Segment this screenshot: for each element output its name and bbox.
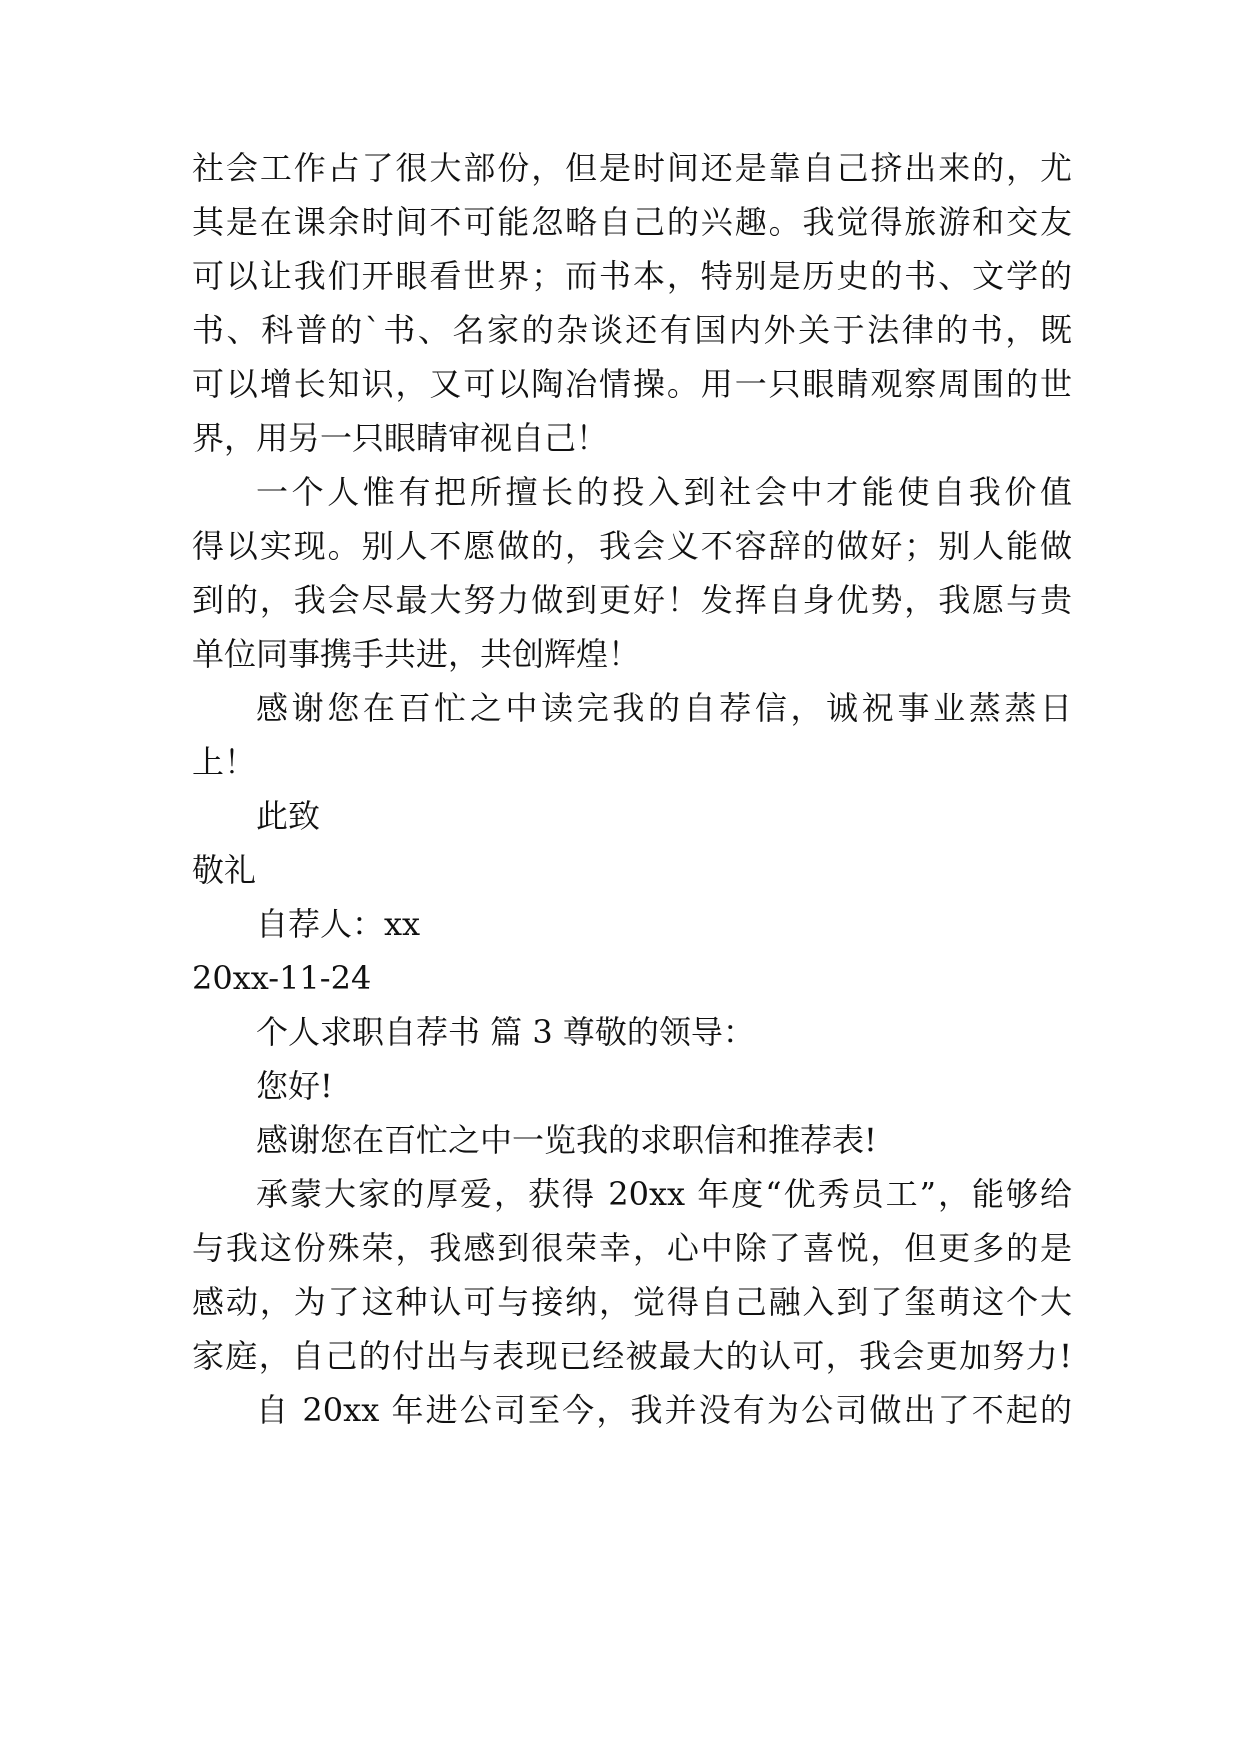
greeting: 您好!	[256, 1067, 333, 1105]
text-line: 一个人惟有把所擅长的投入到社会中才能使自我价值	[256, 473, 1072, 511]
text-line: 上！	[192, 743, 257, 781]
text-line: 界，用另一只眼睛审视自己！	[192, 419, 609, 457]
text-line: 感谢您在百忙之中一览我的求职信和推荐表!	[256, 1121, 877, 1159]
text-line: 与我这份殊荣，我感到很荣幸，心中除了喜悦，但更多的是	[192, 1229, 1072, 1267]
section-heading: 个人求职自荐书 篇 3 尊敬的领导：	[256, 1013, 755, 1051]
closing-salutation: 此致	[256, 797, 321, 835]
text-line: 自 20xx 年进公司至今，我并没有为公司做出了不起的	[256, 1391, 1072, 1429]
text-line: 得以实现。别人不愿做的，我会义不容辞的做好；别人能做	[192, 527, 1072, 565]
text-line: 其是在课余时间不可能忽略自己的兴趣。我觉得旅游和交友	[192, 203, 1072, 241]
signature-name: 自荐人：xx	[256, 905, 421, 943]
text-line: 可以增长知识，又可以陶冶情操。用一只眼睛观察周围的世	[192, 365, 1072, 403]
text-line: 到的，我会尽最大努力做到更好！发挥自身优势，我愿与贵	[192, 581, 1072, 619]
text-line: 感动，为了这种认可与接纳，觉得自己融入到了玺萌这个大	[192, 1283, 1072, 1321]
signature-date: 20xx-11-24	[192, 959, 372, 997]
text-line: 社会工作占了很大部份，但是时间还是靠自己挤出来的，尤	[192, 149, 1072, 187]
closing-regards: 敬礼	[192, 851, 257, 889]
text-line: 书、科普的`书、名家的杂谈还有国内外关于法律的书，既	[192, 311, 1072, 349]
text-line: 单位同事携手共进，共创辉煌！	[192, 635, 641, 673]
text-line: 家庭，自己的付出与表现已经被最大的认可，我会更加努力!	[192, 1337, 1072, 1375]
text-line: 可以让我们开眼看世界；而书本，特别是历史的书、文学的	[192, 257, 1072, 295]
text-line: 感谢您在百忙之中读完我的自荐信，诚祝事业蒸蒸日	[256, 689, 1072, 727]
text-line: 承蒙大家的厚爱，获得 20xx 年度“优秀员工”，能够给	[256, 1175, 1072, 1213]
